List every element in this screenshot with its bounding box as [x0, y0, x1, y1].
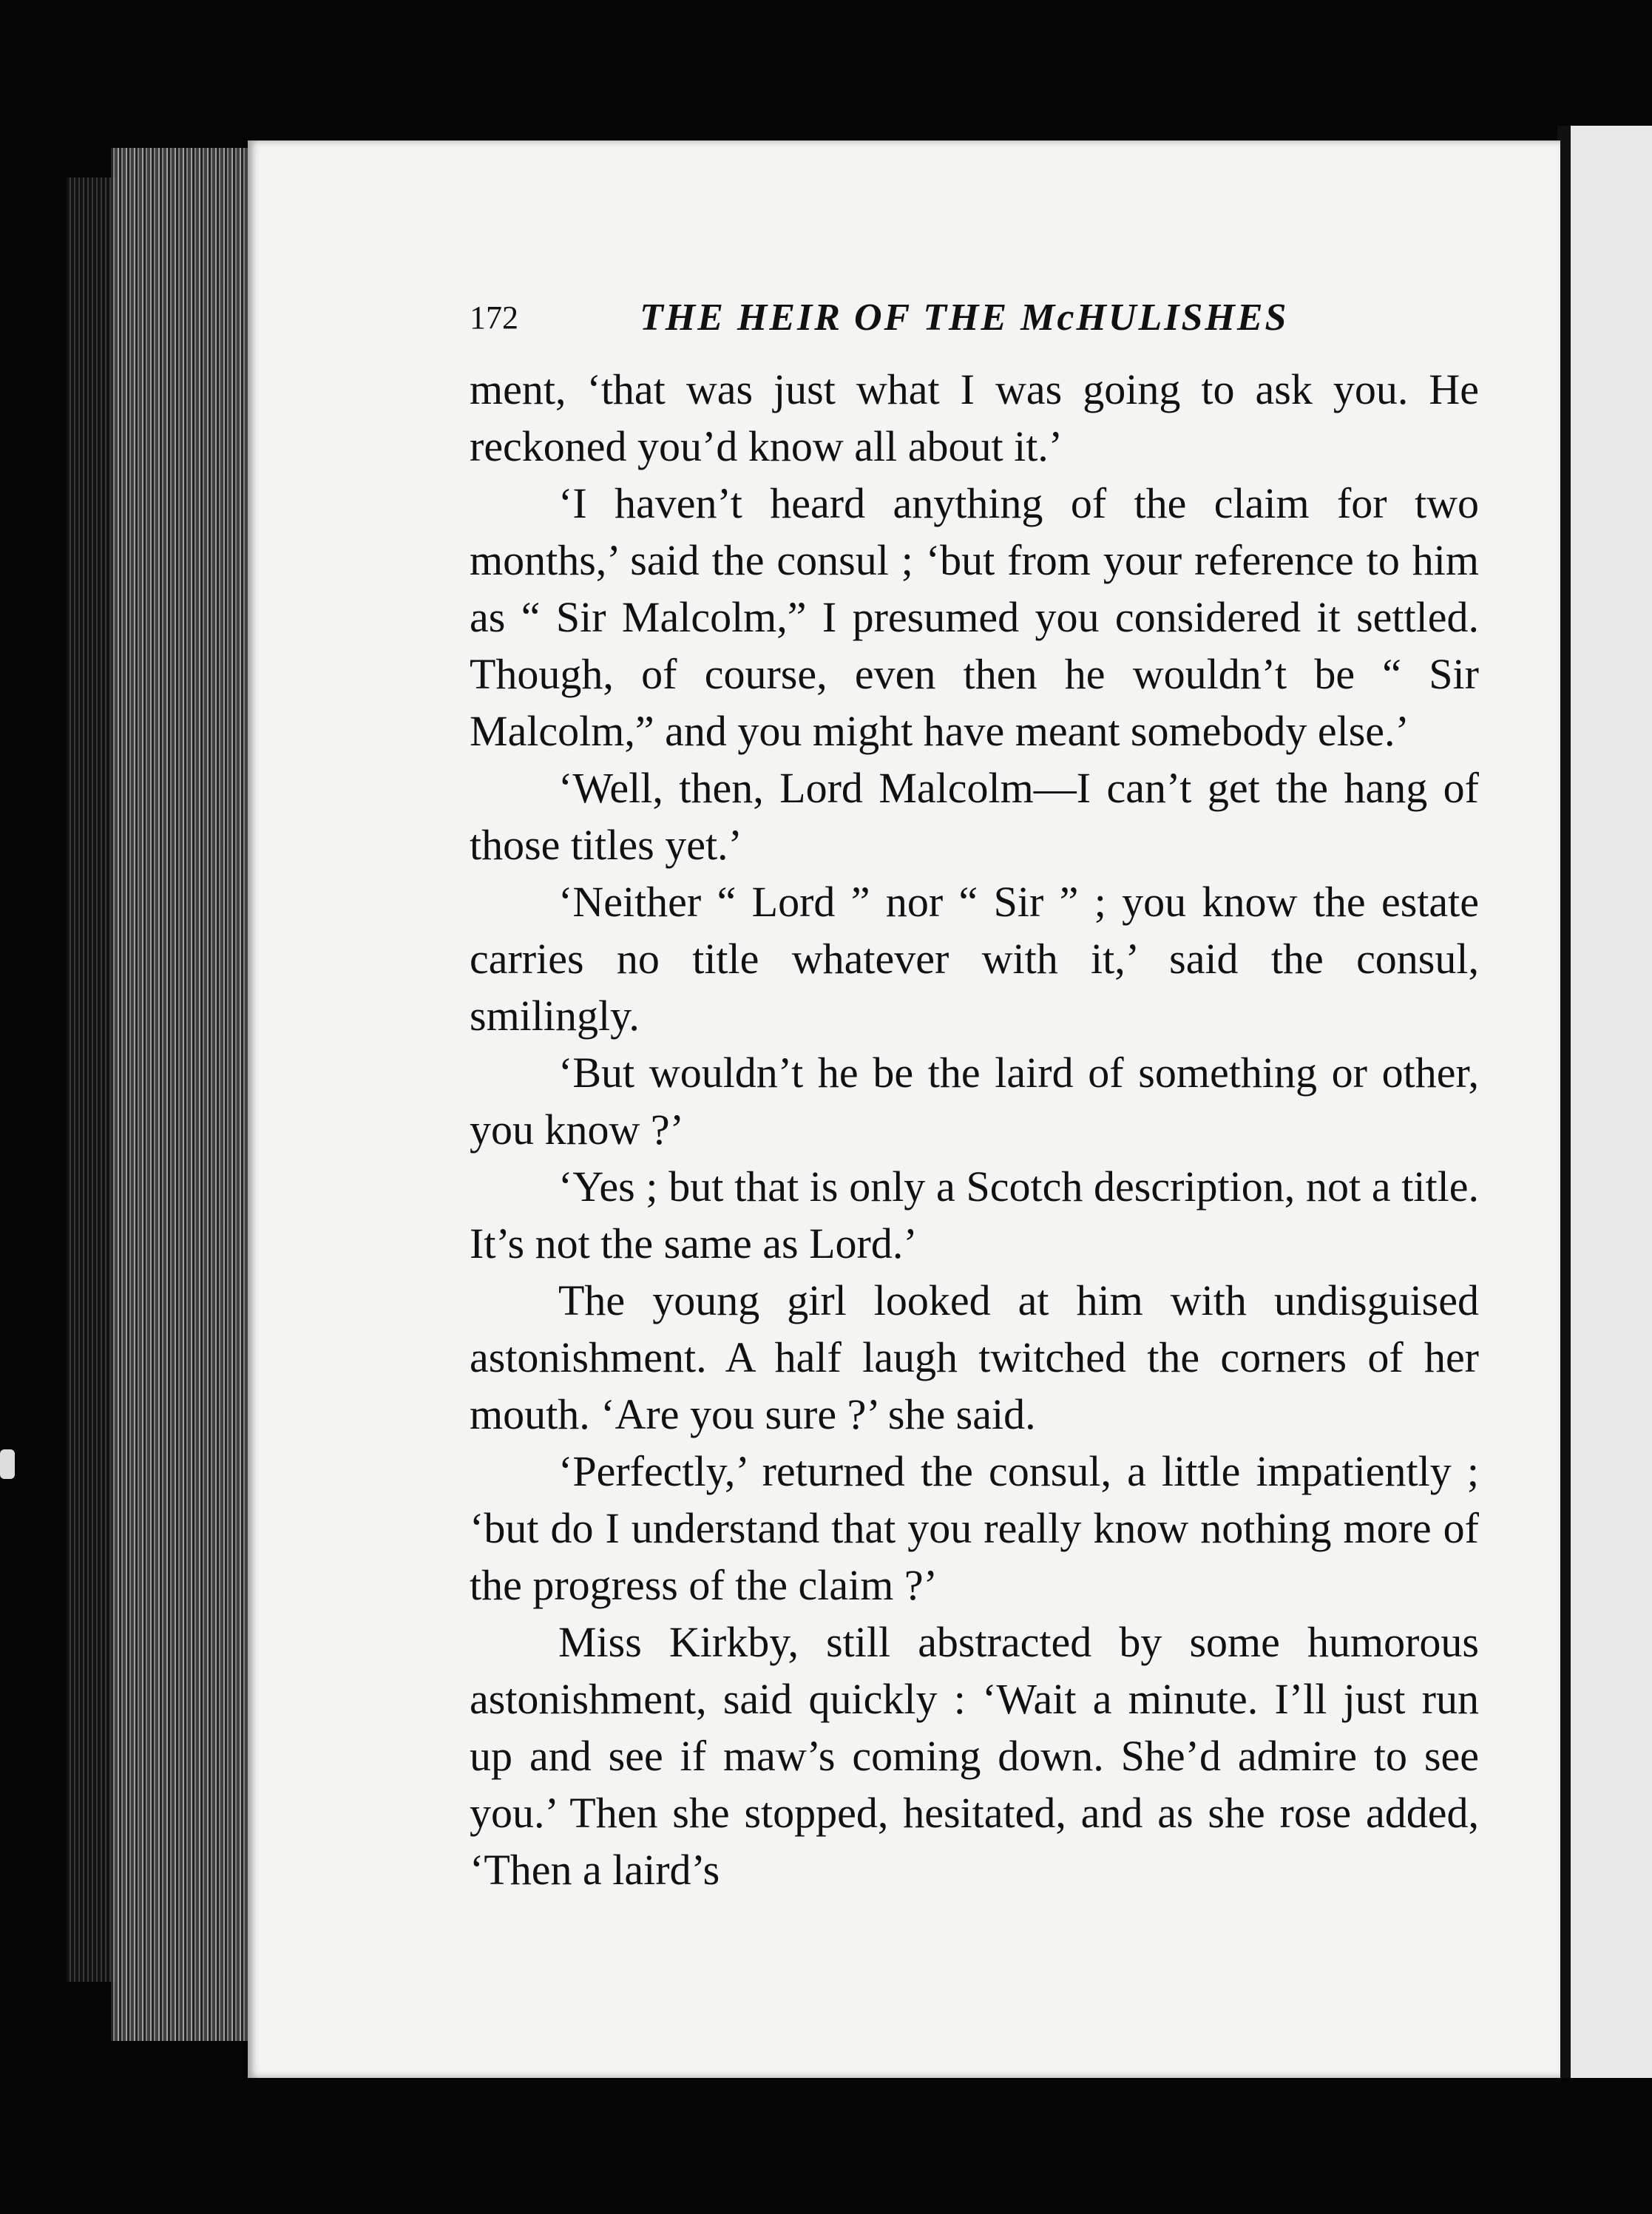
scan-speck — [0, 1449, 15, 1479]
paragraph: ‘Yes ; but that is only a Scotch description, not a title. It’s not the same as Lord.’ — [470, 1162, 1479, 1267]
paragraph: The young girl looked at him with undisguised astonishment. A half laugh twitched the corners of her mouth. ‘Are you sure ?’ she said. — [470, 1276, 1479, 1438]
paragraph: Miss Kirkby, still abstracted by some humorous astonishment, said quickly : ‘Wait a minute. I’ll just run up and see if maw’s coming down. She’d admire to see you.’ Then she stopped, hesitated, and as she rose added, ‘Then a laird’s — [470, 1618, 1479, 1894]
page-content — [470, 288, 1479, 1898]
page-edges — [111, 148, 251, 2041]
paragraph: ‘I haven’t heard anything of the claim for two months,’ said the consul ; ‘but from your reference to him as “ Sir Malcolm,” I presumed you considered it settled. Though, of course, even then he wouldn’t be “ Sir Malcolm,” and you might have meant somebody else.’ — [470, 479, 1479, 755]
page-number: 172 — [470, 299, 518, 336]
book-page — [248, 141, 1560, 2078]
paragraph: ‘Well, then, Lord Malcolm—I can’t get the hang of those titles yet.’ — [470, 764, 1479, 869]
paragraph: ‘But wouldn’t he be the laird of something or other, you know ?’ — [470, 1049, 1479, 1154]
running-head: THE HEIR OF THE McHULISHES — [640, 297, 1289, 339]
facing-page-edge — [1557, 126, 1652, 2078]
paragraph: ment, ‘that was just what I was going to ask you. He reckoned you’d know all about it.’ — [470, 365, 1479, 470]
paragraph: ‘Perfectly,’ returned the consul, a little impatiently ; ‘but do I understand that you really know nothing more of the progress of the claim ?’ — [470, 1447, 1479, 1609]
page-header — [470, 288, 1479, 348]
paragraph: ‘Neither “ Lord ” nor “ Sir ” ; you know the estate carries no title whatever with it,’ said the consul, smilingly. — [470, 878, 1479, 1040]
body-text — [470, 361, 1479, 1898]
